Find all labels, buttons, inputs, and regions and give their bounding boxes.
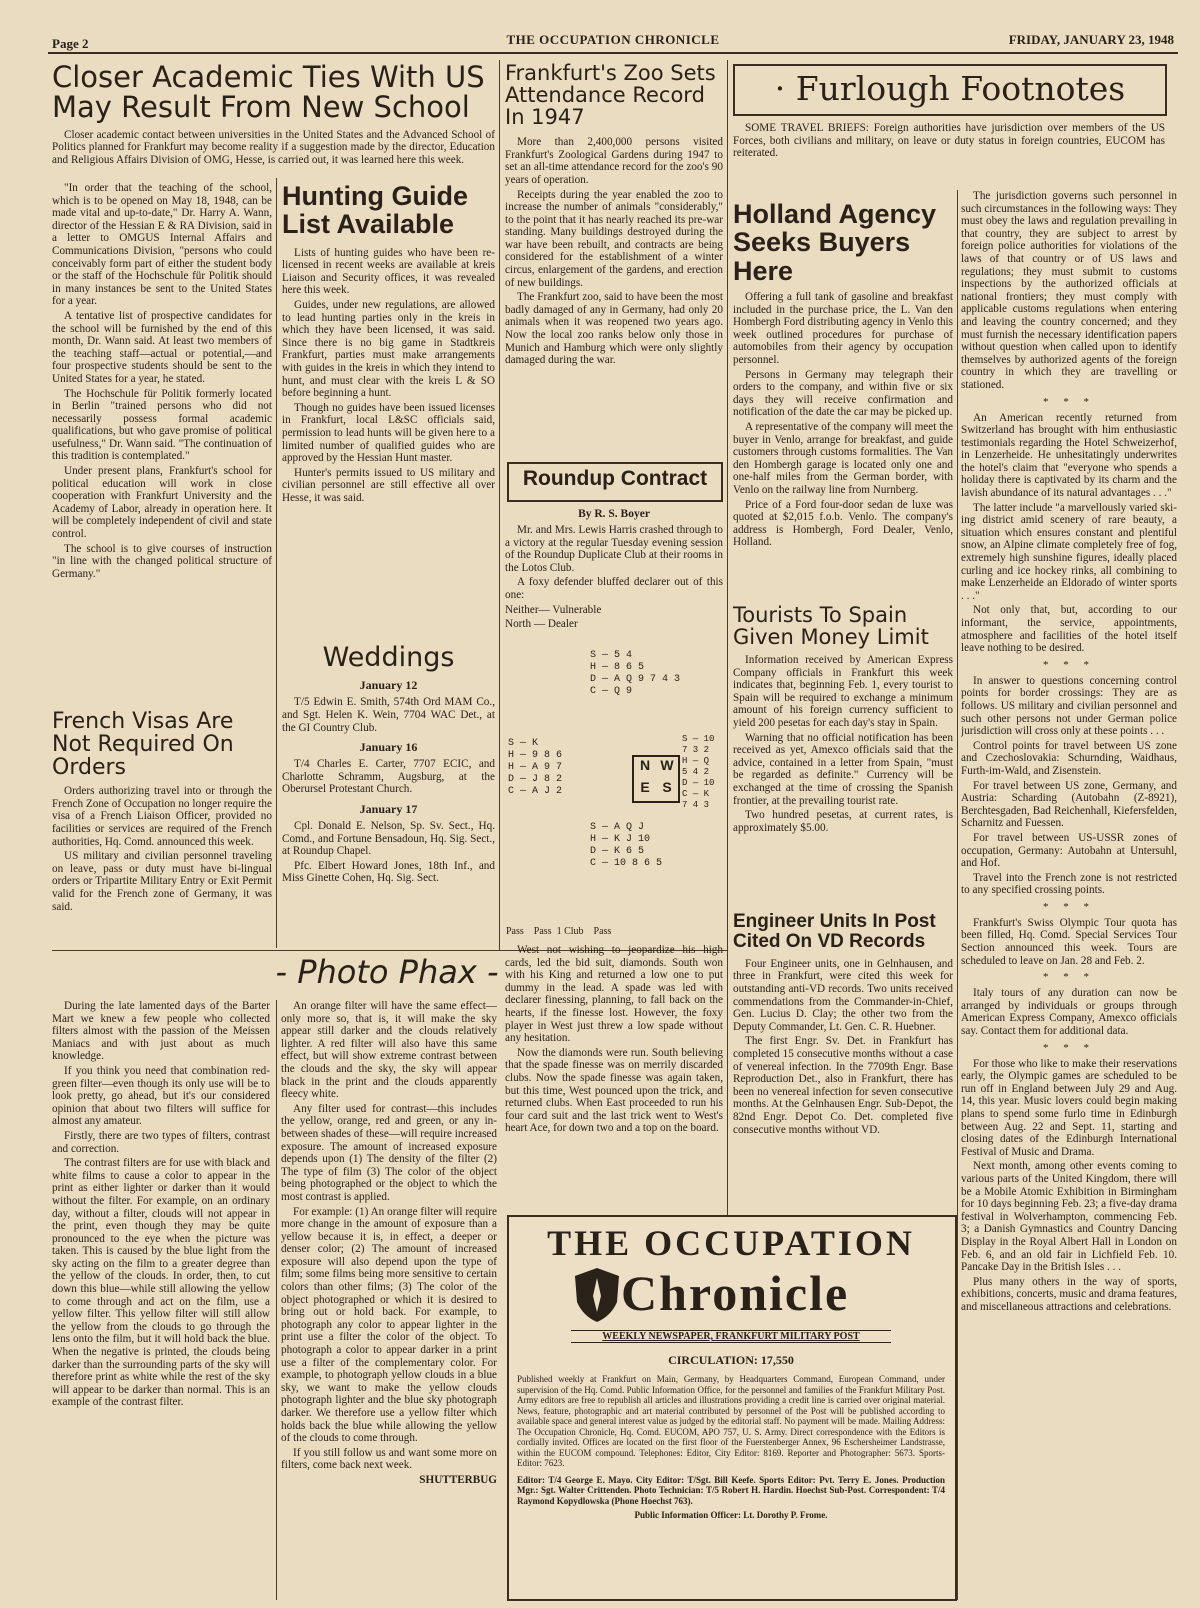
hand-line: C — K xyxy=(682,789,710,799)
paragraph: The Hochschule für Politik formerly located in Berlin "trained persons who did not necessarily possess formal academic qualifications, but who gave promise of political usefulness," Dr. Wann said. "The continuation of this tradition is contemplated." xyxy=(52,387,272,463)
hand-line: D — J 8 2 xyxy=(508,774,563,785)
separator: * * * xyxy=(1043,900,1095,913)
headline: Frankfurt's Zoo Sets Attendance Record In 1947 xyxy=(505,62,716,130)
furlough-intro xyxy=(733,122,1165,192)
paragraph: Any filter used for contrast—this includes the yellow, orange, red and green, or any in-between shades of these—will require increased exposure. The amount of increased exposure depends upon (1) The density of the filter (2) The type of film (3) The color of the object being photographed or the object to which the most contrast is applied. xyxy=(281,1102,497,1203)
chronicle-subtitle: WEEKLY NEWSPAPER, FRANKFURT MILITARY POST xyxy=(571,1330,891,1343)
paper-name: THE OCCUPATION CHRONICLE xyxy=(506,32,720,47)
page-number: Page 2 xyxy=(52,36,89,51)
headline: French Visas Are Not Required On Orders xyxy=(52,710,234,781)
paragraph: Travel into the French zone is not restricted to any specified crossing points. xyxy=(961,871,1177,897)
paragraph: Not only that, but, according to our informant, the service, appointments, atmosphere and facilities of the hotel itself leave nothing to be desired. xyxy=(961,604,1177,655)
column-rule xyxy=(499,60,500,950)
academic-article-head xyxy=(52,62,495,182)
paragraph: An orange filter will have the same effect—only more so, that is, it will make the sky appear still darker and the clouds relatively lighter. A red filter will also have this same effect, but will show extreme contrast between the clouds and the sky, the sky will appear black in the print and the clouds apparently fleecy white. xyxy=(281,1000,497,1101)
paragraph: Now the diamonds were run. South believing that the spade finesse was on merrily discarded clubs. Now the spade finesse was again taken, but this time, West pounced upon the trick, and returned clubs. When East proceeded to run his four card suit and the last trick went to West's heart Ace, for down two and a top on the board. xyxy=(505,1046,723,1135)
wedding-date: January 12 xyxy=(359,678,418,693)
wedding-date: January 16 xyxy=(359,740,418,755)
paragraph: A tentative list of prospective candidates for the school will be furnished by the end of this month, Dr. Wann said. At least two members of the teaching staff—actual or potential,—and four prospective students should be sent to the United States for a year, he stated. xyxy=(52,309,272,385)
holland-article xyxy=(733,200,953,595)
hand-line: 5 4 2 xyxy=(682,767,710,777)
hand-line: D — K 6 5 xyxy=(590,846,645,857)
bid-row: Pass Pass 1 Club Pass xyxy=(506,926,612,937)
paragraph: A foxy defender bluffed declarer out of this one: xyxy=(505,576,723,601)
paragraph: Receipts during the year enabled the zoo to increase the number of animals "considerably," to the point that it has nearly reached its pre-war standing. Many buildings destroyed during the war have been rebuilt, and contracts are being considered for the establishment of a winter circus, enlargement of the gardens, and erection of new buildings. xyxy=(505,188,723,289)
paragraph: Italy tours of any duration can now be arranged by individuals or groups through American Express Company, Amexco officials say. Contact them for additional data. xyxy=(961,987,1177,1038)
paragraph: Price of a Ford four-door sedan de luxe was quoted at $2,015 f.o.b. Venlo. The company's address is Hombergh, Ford Dealer, Venlo, Holland. xyxy=(733,498,953,549)
headline: Closer Academic Ties With US May Result From New School xyxy=(52,62,485,125)
paragraph: Hunter's permits issued to US military and civilian personnel are still effective all over Hesse, it was said. xyxy=(282,466,495,504)
wedding-entry: T/5 Edwin E. Smith, 574th Ord MAM Co., and Sgt. Helen K. Wein, 7704 WAC Det., at the GI Country Club. xyxy=(282,696,495,734)
paragraph: The jurisdiction governs such personnel in such circumstances in the following ways: They must obey the laws and regulation prevailing in that country, they are subject to arrest by foreign police authorities for violations of the laws of that country or of US laws and regulations; they must submit to customs inspections by the authorized officials at national frontiers; they must comply with applicable customs regulations when entering and leaving the country concerned; and they must furnish the necessary identification papers without question when called upon to identify themselves by authorized agents of the foreign country in which they are travelling or stationed. xyxy=(961,190,1177,391)
signature: SHUTTERBUG xyxy=(419,1473,497,1486)
pio-line: Public Information Officer: Lt. Dorothy P. Frome. xyxy=(634,1510,828,1520)
furlough-headline-wrap xyxy=(735,72,1165,114)
paragraph: Two hundred pesetas, at current rates, is approximately $5.00. xyxy=(733,809,953,834)
photo-headline-wrap xyxy=(52,956,722,996)
dealer: North — Dealer xyxy=(505,618,578,631)
photo-col-left xyxy=(52,1000,270,1600)
paragraph: For travel between US-USSR zones of occupation, Germany: Autobahn at Untersuhl, and Hof. xyxy=(961,831,1177,870)
weddings-article xyxy=(282,644,495,946)
paragraph: Four Engineer units, one in Gelnhausen, and three in Frankfurt, were cited this week for outstanding anti-VD records. Two units received commendations from the Commander-in-Chief, Gen. Lucius D. Clay; the other two from the Deputy Commander, Lt. Gen. C. R. Huebner. xyxy=(733,957,953,1033)
hand-line: C — 10 8 6 5 xyxy=(590,858,663,869)
west-hand xyxy=(508,738,618,818)
hand-line: D — A Q 9 7 4 3 xyxy=(590,674,681,685)
wedding-entry: Cpl. Donald E. Nelson, Sp. Sv. Sect., Hq. Comd., and Fortune Bensadoun, Hq. Sig. Sect., at Roundup Chapel. xyxy=(282,819,495,858)
paragraph: For example: (1) An orange filter will require more change in the amount of exposure than a yellow because it is, in effect, a deeper or denser color; (2) The amount of increased exposure will also depend upon the type of film; some films being more sensitive to certain colors than other films; (3) The color of the object photographed or which it is desired to bring out or hold back. For example, to photograph any color to appear lighter in the print use a filter the color of the object. To photograph a color to appear darker in a print use a filter of the complementary color. For example, to photograph yellow clouds in a blue sky, we want to make the yellow clouds photograph lighter and the blue sky photograph darker. We therefore use a yellow filter which holds back the blue while allowing the yellow of the clouds to come through. xyxy=(281,1205,497,1445)
hand-line: S — 10 xyxy=(682,734,715,744)
french-visas-article xyxy=(52,710,272,946)
bidding xyxy=(506,904,724,944)
hand-line: H — Q xyxy=(682,756,710,766)
paragraph: SOME TRAVEL BRIEFS: Foreign authorities have jurisdiction over members of the US Forces, both civilians and military, on leave or duty status in foreign countries, EUCOM has reiterated. xyxy=(733,122,1165,160)
publishing-info: Published weekly at Frankfurt on Main, Germany, by Headquarters Command, European Command, under supervision of the Hq. Comd. Public Information Office, for the personnel and families of the Frankfurt Military Post. Army editors are free to republish all articles and illustrations providing a credit line is carried over original material. News, feature, photographic and art material contributed by personnel of the Post will be published according to available space and general interest value as judged by the editorial staff. No payment will be made. Mailing Address: The Occupation Chronicle, Hq. Comd. EUCOM, APO 757, U. S. Army. Direct correspondence with the Editors is cordially invited. Offices are located on the first floor of the Fuerstenberger Annex, 96 Eschersheimer Landstrasse, within the EUCOM compound. Telephones: Editor, City Editor: 8169. Reporter and Photographer: 5673. Sports-Editor: 7623. xyxy=(517,1374,945,1468)
paragraph: The contrast filters are for use with black and white films to cause a color to appear in the print as either lighter or darker than it would without the filter. For example, on an ordinary day, without a filter, clouds will not appear in the print, even though they may be quite pronounced to the eye when the picture was taken. This is caused by the blue light from the sky acting on the film to a greater degree than the yellow of the clouds. In order, then, to cut down this blue—while still allowing the yellow to come through and act on the film, use a yellow filter. This yellow filter will still allow the yellow from the clouds to go through the lens onto the film, but it will hold back the blue. When the negative is printed, the clouds being darker than the surrounding parts of the sky will therefore print as white while the rest of the sky will appear to be darker than normal. This is an example of the contrast filter. xyxy=(52,1157,270,1409)
paragraph: Control points for travel between US zone and Czechoslovakia: Schurnding, Waidhaus, Furth-im-Wald, and Zisenstein. xyxy=(961,739,1177,777)
headline: Hunting Guide List Available xyxy=(282,182,468,240)
paragraph: Mr. and Mrs. Lewis Harris crashed through to a victory at the regular Tuesday evening session of the Roundup Duplicate Club at their rooms in the Lotos Club. xyxy=(505,524,723,574)
hunting-article xyxy=(282,182,495,637)
headline: Engineer Units In Post Cited On VD Records xyxy=(733,912,936,952)
column-rule xyxy=(276,1000,277,1600)
zoo-article xyxy=(505,62,723,452)
separator: * * * xyxy=(1043,395,1095,408)
paragraph: Closer academic contact between universities in the United States and the Advanced School of Politics planned for Frankfurt may become reality if a suggestion made by the director, Education and Religious Affairs Division of OMG, Hesse, is carried out, it was learned here this week. xyxy=(52,128,495,167)
paragraph: Orders authorizing travel into or through the French Zone of Occupation no longer require the visa of a French Liaison Officer, provided no facilities or services are required of the French authorities, Hq. Comd. announced this week. xyxy=(52,785,272,848)
hand-line: H — 9 8 6 xyxy=(508,750,563,761)
paragraph: Information received by American Express Company officials in Frankfurt this week indicates that, beginning Feb. 1, every tourist to Spain will be required to exchange a minimum amount of his foreign currency sufficient to yield 200 pesetas for each day's stay in Spain. xyxy=(733,654,953,730)
engineer-article xyxy=(733,912,953,1202)
headline: Holland Agency Seeks Buyers Here xyxy=(733,200,937,286)
paragraph: The first Engr. Sv. Det. in Frankfurt has completed 15 consecutive months without a case of venereal infection. In the 7709th Engr. Base Reproduction Det., also in Frankfurt, there has been no venereal infection for seven consecutive months. At the Gelnhausen Engr. Sub-Depot, the 82nd Engr. Depot Co. Det. completed five consecutive months without VD. xyxy=(733,1035,953,1136)
headline: · Furlough Footnotes xyxy=(774,72,1126,108)
hand-line: 7 4 3 xyxy=(682,800,710,810)
circulation: CIRCULATION: 17,550 xyxy=(668,1353,794,1367)
photo-col-right xyxy=(281,1000,497,1600)
headline: Roundup Contract xyxy=(522,468,708,490)
paragraph: In answer to questions concerning control points for border crossings: They are as follows. US military and civilian personnel and such other persons not under German police jurisdiction will cross only at these points . . . xyxy=(961,674,1177,738)
paragraph: During the late lamented days of the Barter Mart we knew a few people who collected filters almost with the passion of the Meissen Maniacs and with just about as much knowledge. xyxy=(52,1000,270,1063)
paragraph: The Frankfurt zoo, said to have been the most badly damaged of any in Germany, had only 20 animals when it was reopened two years ago. Now the local zoo ranks below only those in Munich and Hamburg which were only slightly damaged during the war. xyxy=(505,291,723,367)
paragraph: Warning that no official notification has been received as yet, Amexco officials said that the advice, contained in a letter from Spain, "must be regarded as definite." Currency will be exchanged at the time of crossing the Spanish frontier, at the prevailing tourist rate. xyxy=(733,731,953,807)
compass-s: S xyxy=(662,779,672,795)
paragraph: Guides, under new regulations, are allowed to lead hunting parties only in the kreis in which they have been licensed, it was said. Since there is no big game in Stadtkreis Frankfurt, parties must make arrangements with guides in the kreis in which they intend to hunt, and must clear with the kreis L & SO before beginning a hunt. xyxy=(282,299,495,400)
hand-line: S — 5 4 xyxy=(590,650,633,661)
paragraph: If you still follow us and want some more on filters, come back next week. xyxy=(281,1446,497,1472)
paragraph: A representative of the company will meet the buyer in Venlo, arrange for breakfast, and guide customers through customs formalities. The Van den Hombergh garage is located only one and one-half miles from the German border, with Venlo on the railway line from Nurnberg. xyxy=(733,420,953,496)
paragraph: Firstly, there are two types of filters, contrast and correction. xyxy=(52,1129,270,1155)
separator: * * * xyxy=(1043,1041,1095,1054)
column-rule xyxy=(276,178,277,948)
spain-article xyxy=(733,604,953,904)
bridge-headline-wrap xyxy=(507,468,723,498)
paragraph: The latter include "a marvellously varied ski-ing district amid scenery of rare beauty, a situation which ensures constant and plentiful snow, an Alpine climate completely free of fog, extremely high sunshine figures, ideally placed curling and ice hockey rinks, all combining to make Lenzerheide an Eldorado of winter sports . . ." xyxy=(961,501,1177,602)
east-hand xyxy=(682,734,726,828)
compass-w: W xyxy=(660,757,674,773)
headline: Tourists To Spain Given Money Limit xyxy=(733,604,929,650)
issue-date: FRIDAY, JANUARY 23, 1948 xyxy=(1008,32,1174,47)
chronicle-script: Chronicle xyxy=(621,1265,850,1321)
page-header xyxy=(48,30,1178,54)
wedding-date: January 17 xyxy=(359,801,418,816)
hand-line: D — 10 xyxy=(682,778,715,788)
hand-line: 7 3 2 xyxy=(682,745,710,755)
paragraph: Plus many others in the way of sports, exhibitions, concerts, music and drama features, and miscellaneous attractions and celebrations. xyxy=(961,1275,1177,1313)
paragraph: Persons in Germany may telegraph their orders to the company, and within five or six days they will receive confirmation and notification of the date the car may be picked up. xyxy=(733,368,953,419)
compass-n: N xyxy=(639,757,651,773)
staff-list: Editor: T/4 George E. Mayo. City Editor: T/Sgt. Bill Keefe. Sports Editor: Pvt. Terry E. Jones. Production Mgr.: Sgt. Walter Crittenden. Photo Technician: T/5 Robert H. Hardin. Hoechst Sub-Post. Correspondent: T/4 Raymond Kopydlowska (Phone Hoechst 763). xyxy=(517,1474,945,1506)
paragraph: The school is to give courses of instruction "in line with the changed political structure of Germany." xyxy=(52,542,272,580)
hand-line: C — A J 2 xyxy=(508,786,563,797)
north-hand xyxy=(590,650,710,730)
wedding-entry: Pfc. Elbert Howard Jones, 18th Inf., and Miss Ginette Cohen, Hq. Sig. Sect. xyxy=(282,859,495,885)
bridge-intro xyxy=(505,504,723,638)
paragraph: Under present plans, Frankfurt's school for political education will work in close cooperation with Frankfurt University and the Academy of Labor, already in operation here. It will be completely independent of civil and state control. xyxy=(52,465,272,541)
bridge-compass xyxy=(632,755,680,803)
paragraph: "In order that the teaching of the school, which is to be opened on May 18, 1948, can be made vital and up-to-date," Dr. Harry A. Wann, director of the Hessian E & RA Division, said in a letter to OMGUS Internal Affairs and Communications Division, "persons who could conceivably form part of either the student body or the staff of the Hochschule für Politik should in many instances be sent to the United States for a year. xyxy=(52,182,272,308)
wedding-entry: T/4 Charles E. Carter, 7707 ECIC, and Charlotte Schramm, Augsburg, at the Oberursel Protestant Church. xyxy=(282,758,495,796)
paragraph: Frankfurt's Swiss Olympic Tour quota has been filled, Hq. Comd. Special Services Tour Section announced this week. Tours are scheduled to leave on Jan. 28 and Feb. 2. xyxy=(961,916,1177,967)
chronicle-script-row xyxy=(511,1264,951,1324)
academic-article-body xyxy=(52,182,272,707)
byline: By R. S. Boyer xyxy=(578,508,650,520)
hand-line: H — 8 6 5 xyxy=(590,662,645,673)
south-hand xyxy=(590,822,720,900)
paragraph: West not wishing to jeopardize his high cards, led the bid suit, diamonds. South won with his King and returned a low one to put dummy in the lead. A spade was led with declarer finessing, planning, to fall back on the hearts, if the finesse lost. However, the foxy player in West just threw a low spade without any hesitation. xyxy=(505,944,723,1045)
paragraph: For travel between US zone, Germany, and Austria: Scharding (Autobahn (Z-8921), Berchtesgaden, Bad Reichenhall, Kiefersfelden, Scharnitz and Fuessen. xyxy=(961,779,1177,830)
compass-e: E xyxy=(640,779,650,795)
separator: * * * xyxy=(1043,971,1095,984)
paragraph: Next month, among other events coming to various parts of the United Kingdom, there will be a Mobile Atomic Exhibition in Birmingham for 10 days beginning Feb. 23; a five-day drama festival in Wolverhampton, commencing Feb. 3; a Danish Gymnastics and Country Dancing Display in the Royal Albert Hall in London on Feb. 6, and an old fair in Lichfield Feb. 10. Pancake Day in the British Isles . . . xyxy=(961,1160,1177,1274)
paragraph: US military and civilian personnel traveling on leave, pass or duty must have bi-lingual orders or Tripartite Military Entry or Exit Permit valid for the French zone of Germany, it was said. xyxy=(52,850,272,913)
paragraph: More than 2,400,000 persons visited Frankfurt's Zoological Gardens during 1947 to set an all-time attendance record for the zoo's 90 years of operation. xyxy=(505,136,723,186)
paragraph: Though no guides have been issued licenses in Frankfurt, local L&SC officials said, permission to lead hunts will be given here to a limited number of qualified guides who are approved by the Hessian Hunt master. xyxy=(282,401,495,465)
shield-icon xyxy=(571,1266,623,1324)
furlough-column xyxy=(961,190,1177,1600)
column-rule xyxy=(957,190,958,1600)
hand-line: H — A 9 7 xyxy=(508,762,563,773)
paragraph: Lists of hunting guides who have been re-licensed in recent weeks are available at kreis Liaison and Security offices, it was revealed here this week. xyxy=(282,246,495,297)
vulnerability: Neither— Vulnerable xyxy=(505,603,602,616)
hand-line: H — K J 10 xyxy=(590,834,651,845)
hand-line: S — K xyxy=(508,738,539,749)
headline: Weddings xyxy=(322,644,455,673)
paragraph: An American recently returned from Switzerland has brought with him enthusiastic testimonials regarding the Hotel Schweizerhof, in Lenzerheide. He unhesitatingly underwrites the hotel's claim that "everyone who spends a holiday there is captivated by its charm and the lavish abundance of its natural advantages . . ." xyxy=(961,411,1177,500)
chronicle-title: THE OCCUPATION xyxy=(547,1223,915,1263)
paragraph: Offering a full tank of gasoline and breakfast included in the purchase price, the L. Van den Hombergh Ford distributing agency in Venlo this week outlined procedures for purchase of automobiles from their agency by occupation personnel. xyxy=(733,291,953,366)
headline: - Photo Phax - xyxy=(275,956,499,991)
hand-line: S — A Q J xyxy=(590,822,645,833)
hand-line: C — Q 9 xyxy=(590,686,633,697)
paragraph: For those who like to make their reservations early, the Olympic games are scheduled to be run off in England between July 29 and Aug. 14, this year. Music lovers could begin making plans to spend some furlo time in Edinburgh between Aug. 22 and Sept. 11, starting and closing dates of the Edinburgh International Festival of Music and Drama. xyxy=(961,1057,1177,1158)
chronicle-content xyxy=(511,1222,951,1594)
paragraph: If you think you need that combination red-green filter—even though its only use will be to look pretty, go ahead, but it's our considered opinion that about two filters will suffice for almost any amateur. xyxy=(52,1064,270,1128)
separator: * * * xyxy=(1043,658,1095,671)
